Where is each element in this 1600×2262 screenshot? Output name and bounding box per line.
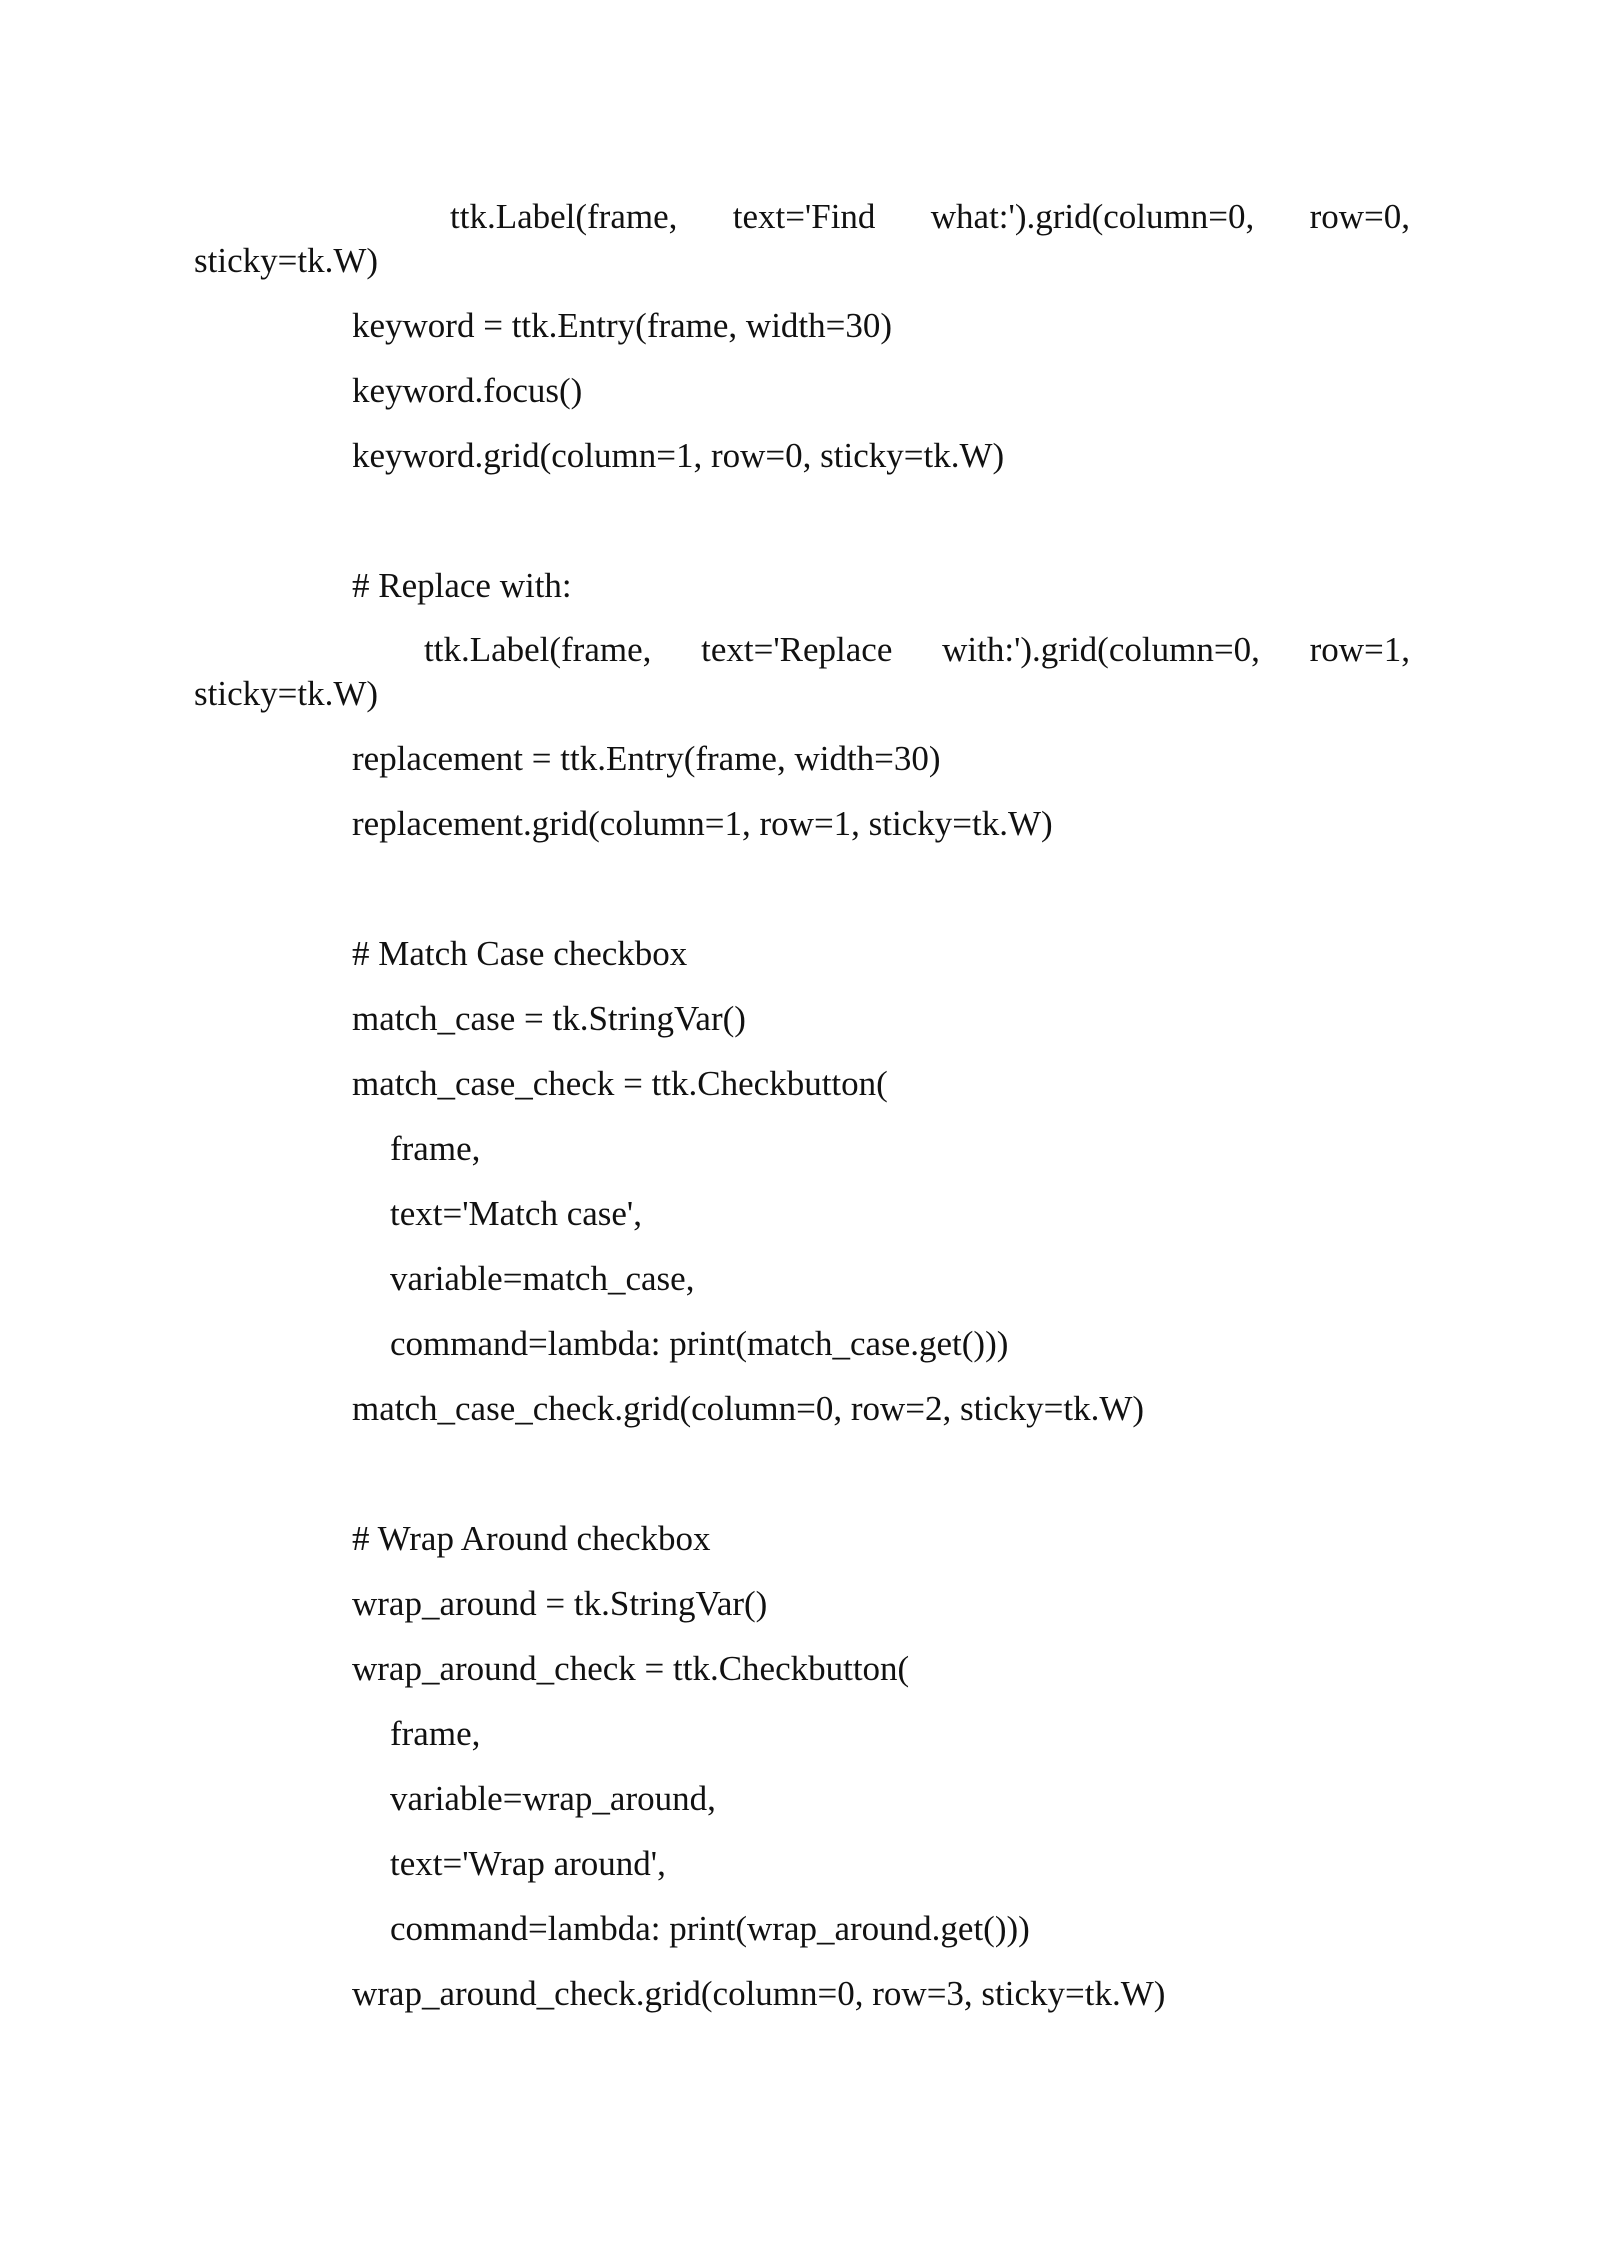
code-line-continuation: sticky=tk.W) [194, 674, 379, 713]
code-line: match_case = tk.StringVar() [352, 999, 746, 1038]
code-line: wrap_around_check = ttk.Checkbutton( [352, 1649, 910, 1688]
code-line: keyword = ttk.Entry(frame, width=30) [352, 306, 893, 345]
code-line: command=lambda: print(wrap_around.get())) [390, 1909, 1030, 1948]
code-line: keyword.focus() [352, 371, 583, 410]
code-line: variable=wrap_around, [390, 1779, 716, 1818]
code-line: replacement.grid(column=1, row=1, sticky=tk.W) [352, 804, 1053, 843]
code-line: ttk.Label(frame, text='Find what:').grid(column=0, row=0, [450, 197, 1410, 236]
code-line: replacement = ttk.Entry(frame, width=30) [352, 739, 941, 778]
code-line: match_case_check = ttk.Checkbutton( [352, 1064, 888, 1103]
code-line: command=lambda: print(match_case.get())) [390, 1324, 1009, 1363]
code-line: wrap_around = tk.StringVar() [352, 1584, 768, 1623]
code-statement-find-label [194, 195, 1410, 283]
code-line: ttk.Label(frame, text='Replace with:').grid(column=0, row=1, [424, 630, 1410, 669]
code-comment: # Match Case checkbox [352, 934, 688, 973]
code-line: variable=match_case, [390, 1259, 695, 1298]
code-line: text='Wrap around', [390, 1844, 666, 1883]
code-line: wrap_around_check.grid(column=0, row=3, sticky=tk.W) [352, 1974, 1166, 2013]
code-line-continuation: sticky=tk.W) [194, 241, 379, 280]
code-line: text='Match case', [390, 1194, 642, 1233]
code-line: match_case_check.grid(column=0, row=2, sticky=tk.W) [352, 1389, 1145, 1428]
code-line: keyword.grid(column=1, row=0, sticky=tk.W) [352, 436, 1005, 475]
code-comment: # Replace with: [352, 566, 572, 605]
code-line: frame, [390, 1129, 481, 1168]
code-statement-replace-label [194, 628, 1410, 716]
code-line: frame, [390, 1714, 481, 1753]
code-comment: # Wrap Around checkbox [352, 1519, 711, 1558]
